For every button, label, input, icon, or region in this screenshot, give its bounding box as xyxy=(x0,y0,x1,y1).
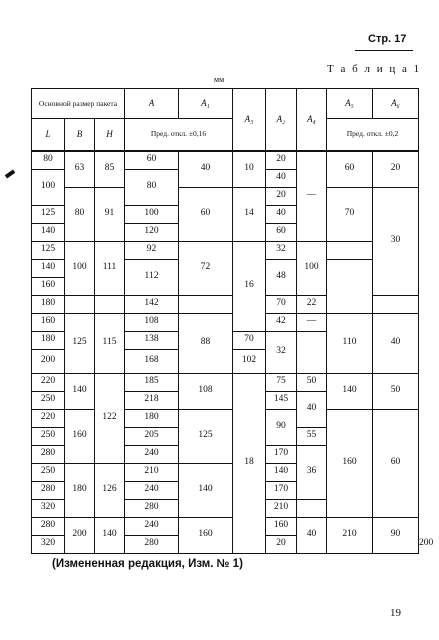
header-A4: A₄ xyxy=(297,89,327,151)
cell-H: 122 xyxy=(95,373,125,463)
margin-mark xyxy=(5,169,15,178)
header-A3: A₃ xyxy=(233,89,266,151)
cell-A2: 60 xyxy=(266,223,297,241)
cell-A2: 32 xyxy=(266,241,297,259)
cell-A1: 160 xyxy=(179,517,233,553)
cell-L: 320 xyxy=(32,535,65,553)
cell-L: 200 xyxy=(32,349,65,373)
cell-A5: 160 xyxy=(327,409,373,517)
page-number: 19 xyxy=(390,607,401,619)
cell-B: 100 xyxy=(65,241,95,295)
cell-H: 140 xyxy=(95,517,125,553)
cell-A3: 14 xyxy=(233,187,266,241)
cell-L: 250 xyxy=(32,463,65,481)
cell-A2: 210 xyxy=(266,499,297,517)
cell-A5: 110 xyxy=(327,313,373,373)
cell-A5 xyxy=(373,295,419,313)
cell-A2: 42 xyxy=(266,313,297,331)
cell-A6: 30 xyxy=(373,187,419,295)
cell-A: 180 xyxy=(125,409,179,427)
cell-A4: 55 xyxy=(297,427,327,445)
cell-A: 218 xyxy=(125,391,179,409)
cell-A1: 72 xyxy=(179,241,233,295)
cell-H: 111 xyxy=(95,241,125,295)
cell-A2: 140 xyxy=(266,463,297,481)
cell-A2: 20 xyxy=(266,151,297,170)
cell-A: 185 xyxy=(125,373,179,391)
cell-L: 160 xyxy=(32,313,65,331)
cell-A2: 145 xyxy=(266,391,297,409)
cell-L: 320 xyxy=(32,499,65,517)
cell-A: 112 xyxy=(125,259,179,295)
header-L: L xyxy=(32,119,65,151)
cell-A: 120 xyxy=(125,223,179,241)
cell-A4: 36 xyxy=(297,445,327,499)
cell-A: 168 xyxy=(125,349,179,373)
cell-A: 280 xyxy=(125,499,179,517)
header-B: B xyxy=(65,119,95,151)
cell-B xyxy=(65,295,95,313)
cell-L: 160 xyxy=(32,277,65,295)
cell-L: 180 xyxy=(32,295,65,313)
cell-B: 125 xyxy=(65,313,95,373)
cell-B: 200 xyxy=(65,517,95,553)
header-A2: A₂ xyxy=(266,89,297,151)
cell-A2: 20 xyxy=(266,187,297,205)
cell-A4: 40 xyxy=(297,391,327,427)
cell-L: 125 xyxy=(32,205,65,223)
page-label: Стр. 17 xyxy=(368,33,407,45)
cell-B: 160 xyxy=(65,409,95,463)
cell-A6: 40 xyxy=(373,313,419,373)
cell-L: 125 xyxy=(32,241,65,259)
header-A5: A₅ xyxy=(327,89,373,119)
header-tolerance-016: Пред. откл. ±0,16 xyxy=(125,119,233,151)
header-package-size: Основной размер пакета xyxy=(32,89,125,119)
cell-A4 xyxy=(327,259,373,313)
cell-A2: 170 xyxy=(266,481,297,499)
cell-A5: 140 xyxy=(327,373,373,409)
cell-A: 108 xyxy=(125,313,179,331)
cell-L: 100 xyxy=(32,169,65,205)
cell-A5: 60 xyxy=(327,151,373,188)
cell-A: 280 xyxy=(125,535,179,553)
cell-A: 240 xyxy=(125,481,179,499)
cell-H: 85 xyxy=(95,151,125,188)
cell-A2: 102 xyxy=(233,349,266,373)
cell-L: 220 xyxy=(32,373,65,391)
cell-A2: 75 xyxy=(266,373,297,391)
cell-A4 xyxy=(297,499,327,517)
cell-A5: 210 xyxy=(327,517,373,553)
cell-L: 140 xyxy=(32,259,65,277)
cell-A6: 20 xyxy=(373,151,419,188)
cell-A2: 170 xyxy=(266,445,297,463)
header-A: A xyxy=(125,89,179,119)
header-A6: A₆ xyxy=(373,89,419,119)
cell-A6: 90 xyxy=(373,517,419,553)
cell-L: 250 xyxy=(32,427,65,445)
cell-A2: 160 xyxy=(266,517,297,535)
cell-H xyxy=(95,295,125,313)
cell-A4: — xyxy=(297,313,327,331)
cell-A5: 100 xyxy=(297,241,327,295)
cell-A6: 60 xyxy=(373,409,419,517)
cell-A1: 40 xyxy=(179,151,233,188)
cell-A: 240 xyxy=(125,445,179,463)
cell-L: 220 xyxy=(32,409,65,427)
cell-A: 138 xyxy=(125,331,179,349)
cell-L: 280 xyxy=(32,517,65,535)
cell-A: 240 xyxy=(125,517,179,535)
cell-A: 100 xyxy=(125,205,179,223)
cell-H: 115 xyxy=(95,313,125,373)
cell-A5: 70 xyxy=(327,187,373,241)
cell-A1: 125 xyxy=(179,409,233,463)
dimensions-table: Основной размер пакета A A₁ A₃ A₂ A₄ A₅ A₆ L B H Пред. откл. ±0,16 Пред. откл. ±0,2 80 63 85 60 40 10 20 — 60 20 100 80 40 80 91 60 14 20 70 30 125 100 40 140 120 60 125 100 111 92 72 16 32 100 140 112 48 160 180 142 70 22 160 125 115 108 88 42 — 110 40 180 138 70 32 200 168 102 220 140 122 185 108 18 75 50 140 50 250 218 145 40 220 160 180 125 90 160 60 250 205 55 280 240 170 36 250 180 126 210 140 140 280 240 170 320 280 210 280 200 140 240 160 160 40 210 90 320 280 20 200 xyxy=(31,88,419,554)
cell-B: 63 xyxy=(65,151,95,188)
cell-A6: 50 xyxy=(373,373,419,409)
cell-L: 280 xyxy=(32,445,65,463)
cell-A1: 140 xyxy=(179,463,233,517)
amendment-note: (Измененная редакция, Изм. № 1) xyxy=(52,558,243,570)
cell-A2: 70 xyxy=(233,331,266,349)
header-A1: A₁ xyxy=(179,89,233,119)
cell-A3: 10 xyxy=(233,151,266,188)
cell-A1: 60 xyxy=(179,187,233,241)
cell-B: 180 xyxy=(65,463,95,517)
cell-A2: 40 xyxy=(266,169,297,187)
cell-A4: 40 xyxy=(297,517,327,553)
cell-A4: 50 xyxy=(297,373,327,391)
cell-L: 140 xyxy=(32,223,65,241)
cell-L: 180 xyxy=(32,331,65,349)
cell-L: 80 xyxy=(32,151,65,170)
cell-A3: 20 xyxy=(266,535,297,553)
cell-A3: 16 xyxy=(233,241,266,331)
cell-L: 280 xyxy=(32,481,65,499)
cell-A2: 90 xyxy=(266,409,297,445)
cell-A: 80 xyxy=(125,169,179,205)
cell-A4: 22 xyxy=(297,295,327,313)
cell-A4: — xyxy=(297,151,327,242)
cell-H: 91 xyxy=(95,187,125,241)
cell-A: 92 xyxy=(125,241,179,259)
cell-A2: 48 xyxy=(266,259,297,295)
cell-A2: 40 xyxy=(266,205,297,223)
cell-A2: 70 xyxy=(266,295,297,313)
cell-B: 80 xyxy=(65,187,95,241)
cell-A: 205 xyxy=(125,427,179,445)
unit-label: мм xyxy=(214,75,225,84)
cell-L: 250 xyxy=(32,391,65,409)
cell-A3: 18 xyxy=(233,373,266,553)
header-tolerance-02: Пред. откл. ±0,2 xyxy=(327,119,419,151)
cell-A1 xyxy=(179,295,233,313)
cell-A: 60 xyxy=(125,151,179,170)
cell-A: 210 xyxy=(125,463,179,481)
page-label-underline xyxy=(355,50,413,51)
cell-A1: 88 xyxy=(179,313,233,373)
cell-H: 126 xyxy=(95,463,125,517)
header-H: H xyxy=(95,119,125,151)
cell-B: 140 xyxy=(65,373,95,409)
cell-A1: 108 xyxy=(179,373,233,409)
cell-A4: 32 xyxy=(266,331,297,373)
table-title: Т а б л и ц а 1 xyxy=(327,63,422,75)
cell-A: 142 xyxy=(125,295,179,313)
